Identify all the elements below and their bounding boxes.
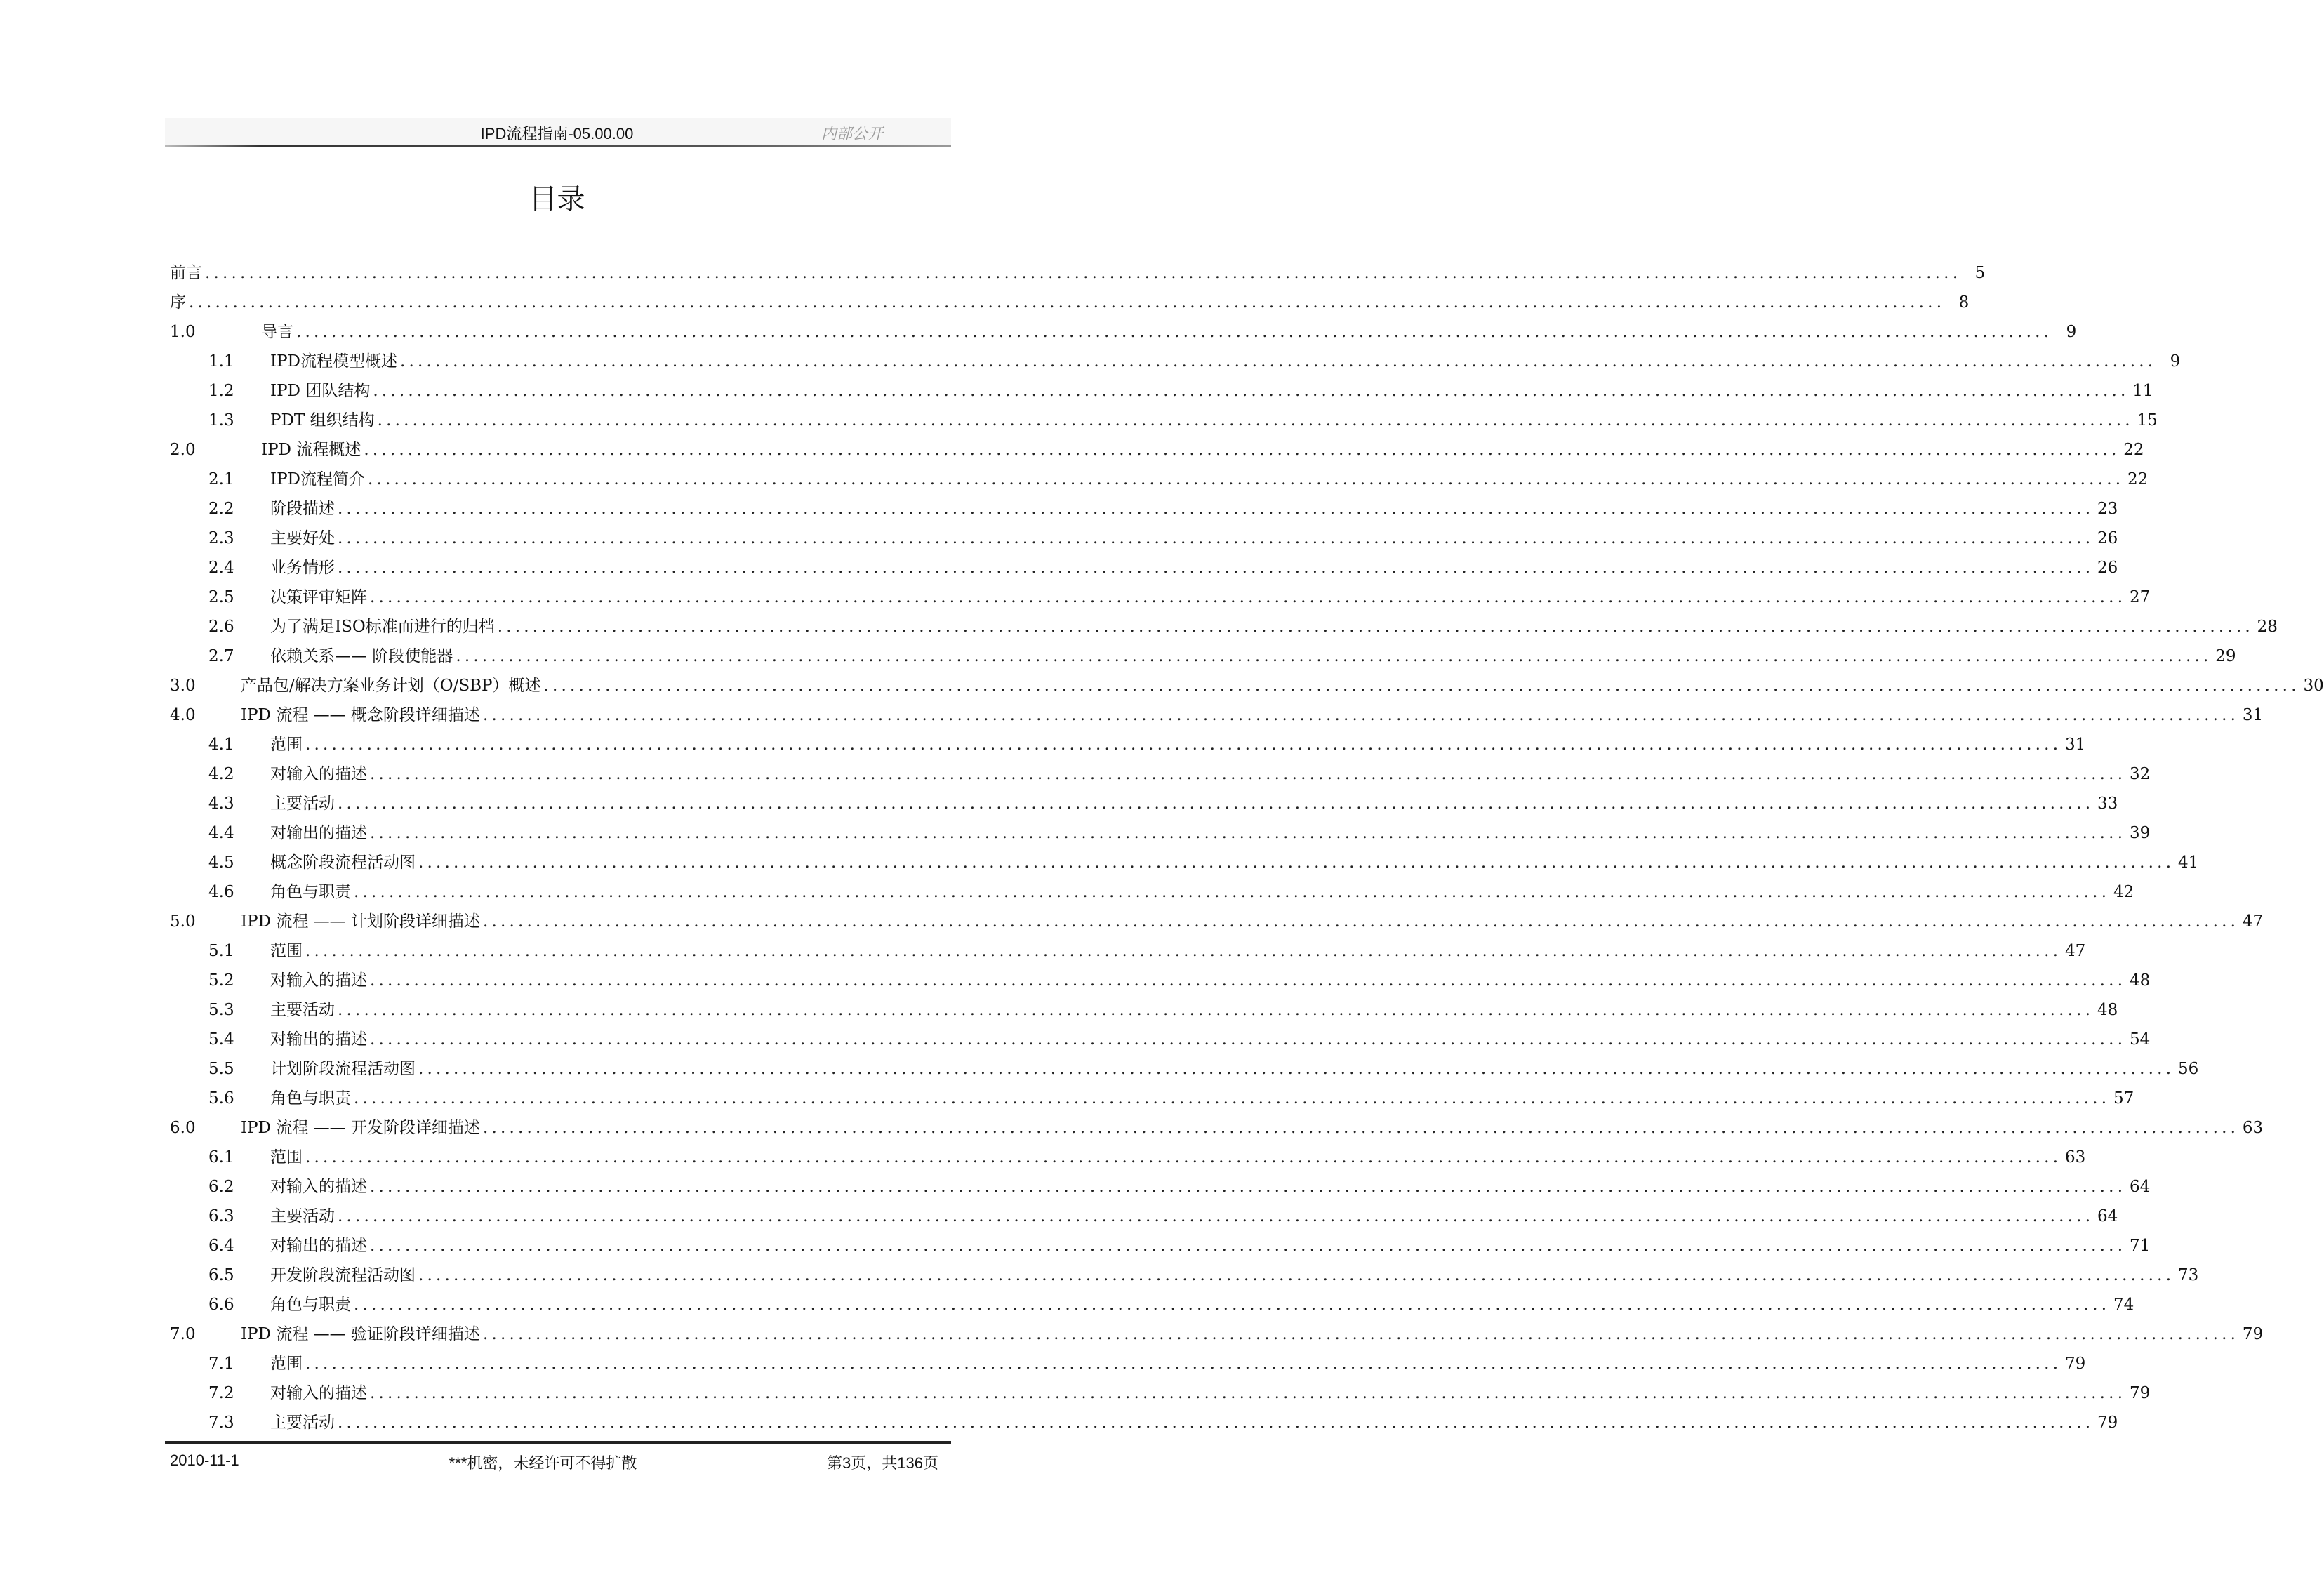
toc-entry[interactable] <box>170 406 2158 435</box>
toc-entry[interactable] <box>170 642 2236 671</box>
toc-entry-page: 63 <box>2064 1148 2086 1167</box>
dot-leader: ........................................................................................................................................................................................................ <box>370 765 2127 783</box>
toc-entry[interactable] <box>170 1378 2151 1408</box>
dot-leader: ........................................................................................................................................................................................................ <box>305 736 2062 754</box>
toc-entry-label: IPD 团队结构 <box>270 382 371 400</box>
toc-entry[interactable]: 2.0 IPD 流程概述 ........................................................................................................................................................................................................ 22 <box>170 435 952 465</box>
toc-entry[interactable] <box>170 376 2153 406</box>
toc-entry-number: 5.1 <box>208 942 234 960</box>
dot-leader: ........................................................................................................................................................................................................ <box>338 795 2094 813</box>
toc-entry-page: 23 <box>2097 500 2118 518</box>
dot-leader: ........................................................................................................................................................................................................ <box>296 323 2053 341</box>
toc-entry-page: 5 <box>1974 264 1986 282</box>
toc-entry-page: 79 <box>2129 1384 2151 1402</box>
dot-leader: ........................................................................................................................................................................................................ <box>305 1355 2062 1373</box>
toc-entry-page: 63 <box>2242 1119 2264 1137</box>
toc-entry-page: 31 <box>2064 736 2086 754</box>
toc-entry-page: 11 <box>2132 382 2153 400</box>
toc-entry-page: 79 <box>2242 1325 2264 1343</box>
toc-entry-page: 29 <box>2215 647 2236 665</box>
toc-entry-number: 5.3 <box>208 1001 234 1019</box>
toc-entry-number: 2.5 <box>208 588 234 606</box>
dot-leader: ........................................................................................................................................................................................................ <box>370 1384 2127 1402</box>
toc-entry-page: 32 <box>2129 765 2151 783</box>
toc-entry-label: IPD流程模型概述 <box>270 352 398 371</box>
dot-leader: ........................................................................................................................................................................................................ <box>305 1148 2062 1167</box>
toc-entry-label: 主要活动 <box>270 795 335 813</box>
toc-entry-number: 4.4 <box>208 824 234 842</box>
toc-entry[interactable] <box>170 966 2151 995</box>
footer-divider <box>165 1441 951 1444</box>
toc-entry-label: IPD 流程 —— 验证阶段详细描述 <box>241 1325 480 1343</box>
toc-entry-page: 22 <box>2127 470 2149 489</box>
toc-entry-label: 主要好处 <box>270 529 335 547</box>
dot-leader: ........................................................................................................................................................................................................ <box>354 883 2111 901</box>
toc-entry-number: 2.3 <box>208 529 234 547</box>
toc-entry-number: 4.5 <box>208 853 234 872</box>
toc-entry-page: 64 <box>2097 1207 2118 1225</box>
dot-leader: ........................................................................................................................................................................................................ <box>338 1001 2094 1019</box>
toc-entry[interactable] <box>170 936 2086 966</box>
footer-date: 2010-11-1 <box>170 1451 239 1469</box>
toc-entry-number: 7.1 <box>208 1355 234 1373</box>
dot-leader: ........................................................................................................................................................................................................ <box>418 853 2175 872</box>
toc-entry-label: 主要活动 <box>270 1001 335 1019</box>
toc-entry-number: 6.1 <box>208 1148 234 1167</box>
toc-entry-page: 42 <box>2113 883 2134 901</box>
toc-entry-label: 范围 <box>270 942 303 960</box>
toc-entry-label: 对输出的描述 <box>270 824 367 842</box>
toc-entry[interactable] <box>170 347 2181 376</box>
toc-entry-page: 54 <box>2129 1030 2151 1049</box>
toc-entry-page: 71 <box>2129 1237 2151 1255</box>
toc-entry[interactable] <box>170 818 2151 848</box>
toc-entry-label: 阶段描述 <box>270 500 335 518</box>
toc-entry-label: IPD 流程 —— 计划阶段详细描述 <box>241 912 480 931</box>
dot-leader: ........................................................................................................................................................................................................ <box>368 470 2125 489</box>
toc-entry-page: 28 <box>2257 618 2278 636</box>
toc-entry-page: 31 <box>2242 706 2264 724</box>
toc-entry-label: IPD 流程概述 <box>261 441 361 459</box>
toc-entry[interactable] <box>170 1084 2134 1113</box>
toc-entry-number: 6.4 <box>208 1237 234 1255</box>
toc-entry-page: 47 <box>2064 942 2086 960</box>
dot-leader: ........................................................................................................................................................................................................ <box>370 824 2127 842</box>
toc-entry-label: 概念阶段流程活动图 <box>270 853 416 872</box>
toc-entry-number: 2.7 <box>208 647 234 665</box>
toc-entry-number: 4.3 <box>208 795 234 813</box>
dot-leader: ........................................................................................................................................................................................................ <box>418 1060 2175 1078</box>
toc-entry-label: 产品包/解决方案业务计划（O/SBP）概述 <box>241 677 541 695</box>
toc-entry-page: 33 <box>2097 795 2118 813</box>
toc-entry-label: 角色与职责 <box>270 1296 351 1314</box>
dot-leader: ........................................................................................................................................................................................................ <box>456 647 2212 665</box>
toc-entry-page: 56 <box>2177 1060 2199 1078</box>
toc-entry[interactable] <box>170 612 2278 642</box>
toc-entry-page: 48 <box>2097 1001 2118 1019</box>
dot-leader: ........................................................................................................................................................................................................ <box>543 677 2300 695</box>
toc-entry-label: 对输出的描述 <box>270 1030 367 1049</box>
toc-entry-number: 6.5 <box>208 1266 234 1284</box>
dot-leader: ........................................................................................................................................................................................................ <box>305 942 2062 960</box>
dot-leader: ........................................................................................................................................................................................................ <box>338 500 2094 518</box>
header-divider <box>165 145 951 147</box>
toc-entry-label: IPD 流程 —— 概念阶段详细描述 <box>241 706 480 724</box>
toc-entry-page: 9 <box>2170 352 2181 371</box>
toc-entry[interactable]: 6.0 IPD 流程 —— 开发阶段详细描述 ........................................................................................................................................................................................................ 63 <box>170 1113 952 1143</box>
toc-entry[interactable] <box>170 1290 2134 1320</box>
toc-entry-number: 2.1 <box>208 470 234 489</box>
toc-entry[interactable] <box>170 877 2134 907</box>
toc-entry[interactable] <box>170 553 2118 583</box>
toc-entry[interactable]: 1.0 导言 ........................................................................................................................................................................................................ 9 <box>170 317 952 347</box>
toc-entry-page: 39 <box>2129 824 2151 842</box>
toc-entry[interactable] <box>170 1025 2151 1054</box>
toc-entry-number: 4.2 <box>208 765 234 783</box>
toc-entry-page: 79 <box>2097 1414 2118 1432</box>
toc-entry-page: 73 <box>2177 1266 2199 1284</box>
toc-entry-number: 2.6 <box>208 618 234 636</box>
toc-entry[interactable] <box>170 583 2151 612</box>
page-title: 目录 <box>529 183 585 215</box>
toc-entry-label: 对输入的描述 <box>270 1178 367 1196</box>
dot-leader: ........................................................................................................................................................................................................ <box>338 529 2094 547</box>
toc-entry-label: 导言 <box>261 323 293 341</box>
dot-leader: ........................................................................................................................................................................................................ <box>338 1414 2094 1432</box>
dot-leader: ........................................................................................................................................................................................................ <box>370 971 2127 990</box>
dot-leader: ........................................................................................................................................................................................................ <box>370 1237 2127 1255</box>
toc-entry-page: 41 <box>2177 853 2199 872</box>
toc-entry[interactable] <box>170 848 2199 877</box>
toc-entry-number: 6.3 <box>208 1207 234 1225</box>
dot-leader: ........................................................................................................................................................................................................ <box>338 559 2094 577</box>
toc-entry-label: 角色与职责 <box>270 1089 351 1108</box>
toc-entry[interactable] <box>170 1143 2086 1172</box>
dot-leader: ........................................................................................................................................................................................................ <box>482 1119 2240 1137</box>
dot-leader: ........................................................................................................................................................................................................ <box>364 441 2120 459</box>
toc-entry-page: 22 <box>2123 441 2144 459</box>
toc-entry-page: 64 <box>2129 1178 2151 1196</box>
toc-entry-label: 角色与职责 <box>270 883 351 901</box>
toc-entry-page: 15 <box>2137 411 2158 430</box>
toc-entry-page: 79 <box>2064 1355 2086 1373</box>
header-classification: 内部公开 <box>821 125 884 142</box>
dot-leader: ........................................................................................................................................................................................................ <box>482 1325 2240 1343</box>
toc-entry[interactable] <box>170 1349 2086 1378</box>
toc-entry-label: PDT 组织结构 <box>270 411 375 430</box>
toc-entry-page: 30 <box>2303 677 2324 695</box>
toc-entry-number: 1.2 <box>208 382 234 400</box>
toc-entry-label: 范围 <box>270 1355 303 1373</box>
toc-entry[interactable] <box>170 789 2118 818</box>
toc-entry[interactable] <box>170 1408 2118 1437</box>
dot-leader: ........................................................................................................................................................................................................ <box>377 411 2134 430</box>
toc-entry[interactable] <box>170 730 2086 759</box>
toc-entry-number: 2.2 <box>208 500 234 518</box>
toc-entry-number: 5.6 <box>208 1089 234 1108</box>
toc-entry-page: 48 <box>2129 971 2151 990</box>
toc-entry-label: IPD流程简介 <box>270 470 366 489</box>
dot-leader: ........................................................................................................................................................................................................ <box>370 1178 2127 1196</box>
dot-leader: ........................................................................................................................................................................................................ <box>354 1296 2111 1314</box>
toc-entry-label: 对输入的描述 <box>270 765 367 783</box>
toc-entry[interactable] <box>170 1172 2151 1202</box>
toc-entry[interactable] <box>170 1054 2199 1084</box>
toc-entry[interactable] <box>170 995 2118 1025</box>
toc-entry-label: 序 <box>170 293 186 312</box>
toc-entry-page: 9 <box>2066 323 2077 341</box>
toc-entry[interactable] <box>170 524 2118 553</box>
toc-entry-label: 开发阶段流程活动图 <box>270 1266 416 1284</box>
header-title: IPD流程指南-05.00.00 <box>480 125 634 142</box>
toc-entry[interactable]: 4.0 IPD 流程 —— 概念阶段详细描述 ........................................................................................................................................................................................................ 31 <box>170 700 952 730</box>
toc-entry[interactable]: 3.0 产品包/解决方案业务计划（O/SBP）概述 ........................................................................................................................................................................................................ 30 <box>170 671 952 700</box>
toc-entry[interactable]: 7.0 IPD 流程 —— 验证阶段详细描述 ........................................................................................................................................................................................................ 79 <box>170 1320 952 1349</box>
toc-entry-number: 5.5 <box>208 1060 234 1078</box>
toc-entry-number: 6.2 <box>208 1178 234 1196</box>
toc-entry-label: 为了满足ISO标准而进行的归档 <box>270 618 495 636</box>
dot-leader: ........................................................................................................................................................................................................ <box>418 1266 2175 1284</box>
dot-leader: ........................................................................................................................................................................................................ <box>373 382 2130 400</box>
toc-entry-page: 8 <box>1958 293 1970 312</box>
toc-entry-number: 6.6 <box>208 1296 234 1314</box>
toc-entry-label: 前言 <box>170 264 202 282</box>
toc-entry-number: 2.4 <box>208 559 234 577</box>
toc-entry[interactable] <box>170 1231 2151 1261</box>
dot-leader: ........................................................................................................................................................................................................ <box>400 352 2157 371</box>
toc-entry-label: 主要活动 <box>270 1207 335 1225</box>
toc-entry-number: 5.2 <box>208 971 234 990</box>
toc-entry[interactable] <box>170 258 1986 288</box>
dot-leader: ........................................................................................................................................................................................................ <box>205 264 1962 282</box>
toc-entry[interactable] <box>170 465 2149 494</box>
toc-entry-label: 计划阶段流程活动图 <box>270 1060 416 1078</box>
toc-entry-number: 4.6 <box>208 883 234 901</box>
footer-notice: ***机密，未经许可不得扩散 <box>449 1454 637 1472</box>
toc-entry-label: 对输入的描述 <box>270 1384 367 1402</box>
dot-leader: ........................................................................................................................................................................................................ <box>370 1030 2127 1049</box>
toc-entry-label: 主要活动 <box>270 1414 335 1432</box>
dot-leader: ........................................................................................................................................................................................................ <box>189 293 1946 312</box>
toc-entry-number: 5.4 <box>208 1030 234 1049</box>
toc-entry-page: 26 <box>2097 559 2118 577</box>
toc-entry-page: 74 <box>2113 1296 2134 1314</box>
toc-entry-label: 依赖关系—— 阶段使能器 <box>270 647 453 665</box>
dot-leader: ........................................................................................................................................................................................................ <box>482 706 2240 724</box>
toc-entry[interactable] <box>170 759 2151 789</box>
toc-entry-number: 1.1 <box>208 352 234 371</box>
toc-entry-label: 范围 <box>270 736 303 754</box>
toc-entry-label: 业务情形 <box>270 559 335 577</box>
toc-entry-number: 7.2 <box>208 1384 234 1402</box>
toc-entry-number: 7.3 <box>208 1414 234 1432</box>
dot-leader: ........................................................................................................................................................................................................ <box>338 1207 2094 1225</box>
toc-entry-page: 47 <box>2242 912 2264 931</box>
toc-entry-label: 对输出的描述 <box>270 1237 367 1255</box>
toc-entry-number: 4.1 <box>208 736 234 754</box>
toc-entry[interactable]: 5.0 IPD 流程 —— 计划阶段详细描述 ........................................................................................................................................................................................................ 47 <box>170 907 952 936</box>
toc-entry[interactable] <box>170 494 2118 524</box>
toc-entry-number: 1.3 <box>208 411 234 430</box>
dot-leader: ........................................................................................................................................................................................................ <box>482 912 2240 931</box>
toc-entry[interactable] <box>170 288 1970 317</box>
dot-leader: ........................................................................................................................................................................................................ <box>354 1089 2111 1108</box>
toc-entry[interactable] <box>170 1202 2118 1231</box>
toc-entry-label: IPD 流程 —— 开发阶段详细描述 <box>241 1119 480 1137</box>
footer-page-info: 第3页，共136页 <box>827 1454 938 1472</box>
toc-entry-page: 26 <box>2097 529 2118 547</box>
toc-entry[interactable] <box>170 1261 2199 1290</box>
toc-entry-label: 范围 <box>270 1148 303 1167</box>
dot-leader: ........................................................................................................................................................................................................ <box>497 618 2254 636</box>
toc-entry-label: 决策评审矩阵 <box>270 588 367 606</box>
toc-entry-page: 27 <box>2129 588 2151 606</box>
dot-leader: ........................................................................................................................................................................................................ <box>370 588 2127 606</box>
table-of-contents <box>170 258 2324 1437</box>
toc-entry-page: 57 <box>2113 1089 2134 1108</box>
toc-entry-label: 对输入的描述 <box>270 971 367 990</box>
